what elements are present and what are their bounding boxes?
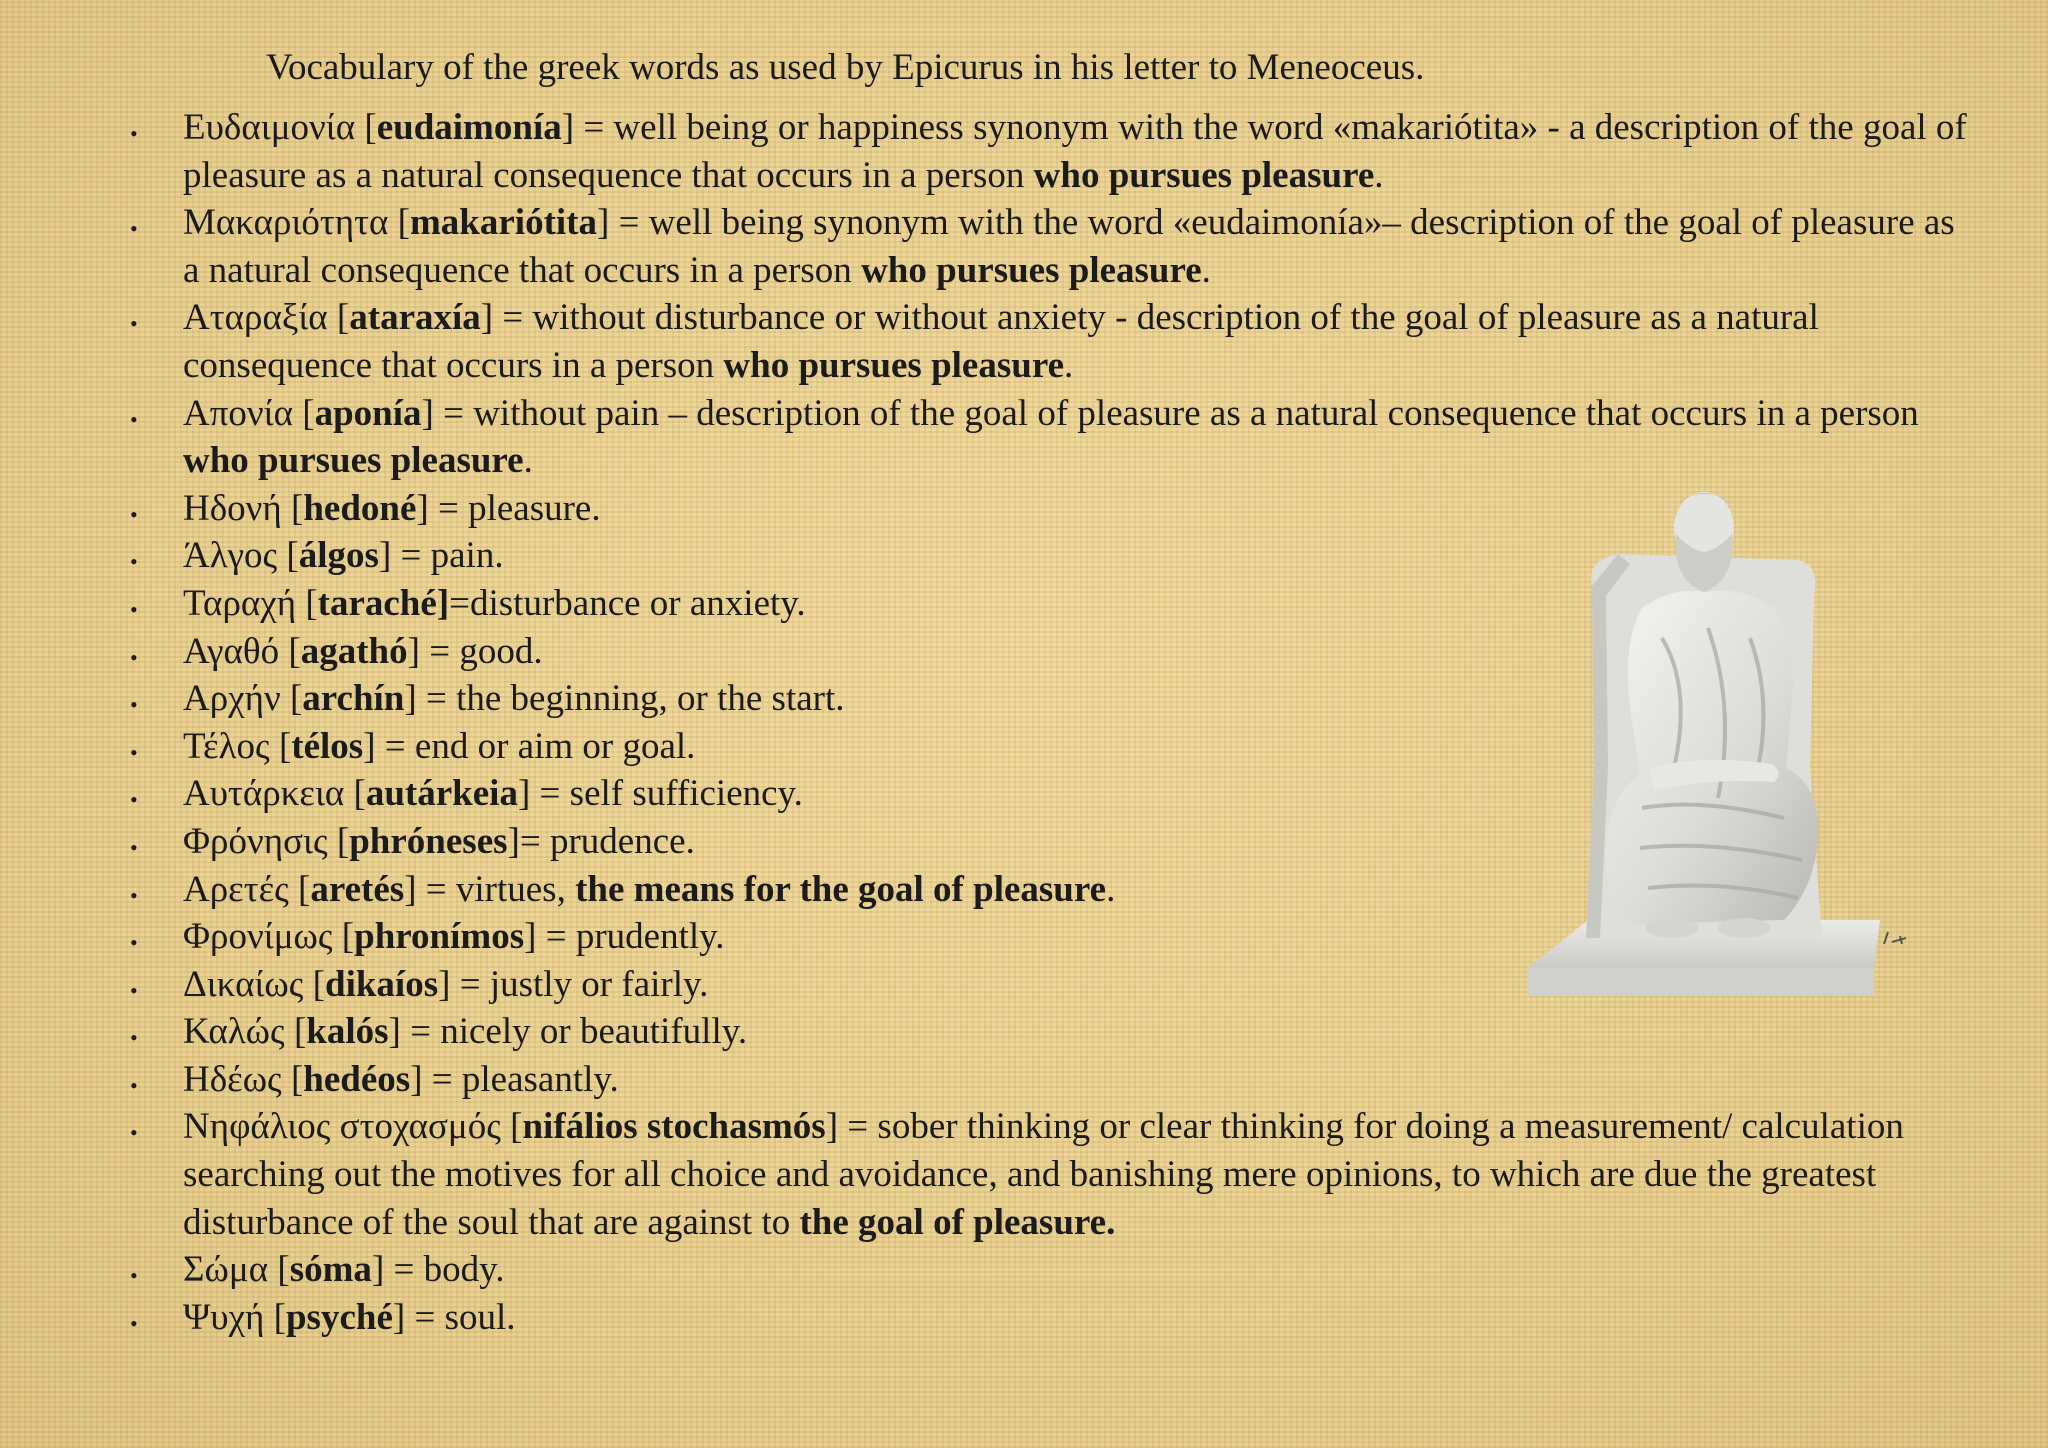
transliteration: télos [291,725,364,767]
page-title: Vocabulary of the greek words as used by Epicurus in his letter to Meneoceus. [266,47,1425,88]
greek-word: Ταραχή [183,582,297,624]
definition: = justly or fairly. [450,963,709,1005]
list-item: • Αγαθό [agathó] = good. [0,628,1978,676]
transliteration: ataraxía [349,297,481,339]
list-item: • Τέλος [télos] = end or aim or goal. [0,723,1978,771]
definition: = pain. [391,535,504,577]
list-item: • Ψυχή [psyché] = soul. [0,1294,1978,1342]
transliteration: phronímos [354,916,525,958]
list-item: • Αρετές [aretés] = virtues, the means for the goal of pleasure. [0,866,1978,914]
greek-word: Ψυχή [183,1296,265,1338]
definition: = well being or happiness synonym with the word «makariótita» - a description of the goal of pleasure as a natural consequence that occurs in a person [183,107,1967,196]
definition: = self sufficiency. [530,773,803,815]
greek-word: Δικαίως [183,963,304,1005]
greek-word: Απονία [183,392,293,434]
greek-word: Τέλος [183,725,270,767]
transliteration: aretés [310,868,405,910]
greek-word: Ευδαιμονία [183,107,356,148]
definition: = without disturbance or without anxiety - description of the goal of pleasure as a natural consequence that occurs in a person [183,297,1819,386]
emphasis: who pursues pleasure [183,440,524,482]
list-item: • Άλγος [álgos] = pain. [0,532,1978,580]
transliteration: agathó [300,630,408,672]
list-item: • Νηφάλιος στοχασμός [nifálios stochasmós] = sober thinking or clear thinking for doing a measurement/ calculation searching out the motives for all choice and avoidance, and banishing mere opinions, to which are due the greatest disturbance of the soul that are against to the goal of pleasure. [0,1103,1978,1246]
list-item: • Ηδέως [hedéos] = pleasantly. [0,1056,1978,1104]
transliteration: autárkeia [365,773,518,815]
seated-philosopher-statue-icon [1522,468,1912,1000]
definition: = body. [384,1249,505,1291]
greek-word: Ηδέως [183,1058,282,1100]
list-item: • Ευδαιμονία [eudaimonía] = well being or happiness synonym with the word «makariótita» - a description of the goal of pleasure as a natural consequence that occurs in a person who pursues pleasure. [0,104,1978,199]
greek-word: Καλώς [183,1011,285,1053]
transliteration: nifálios stochasmós [522,1106,826,1148]
emphasis: the means for the goal of pleasure [575,868,1107,910]
transliteration: aponía [314,392,422,434]
greek-word: Φρονίμως [183,916,333,958]
definition: = soul. [405,1296,516,1338]
emphasis: who pursues pleasure [723,344,1065,386]
transliteration: psyché [285,1296,393,1338]
definition: = prudence. [519,820,695,862]
list-item: • Δικαίως [dikaíos] = justly or fairly. [0,961,1978,1009]
greek-word: Αγαθό [183,630,280,672]
definition: = end or aim or goal. [375,725,696,767]
definition: =disturbance or anxiety. [449,582,806,624]
greek-word: Αρετές [183,868,289,910]
transliteration: hedéos [303,1058,411,1100]
greek-word: Αυτάρκεια [183,773,345,815]
greek-word: Φρόνησις [183,820,328,862]
transliteration: makariótita [409,202,597,244]
transliteration: dikaíos [325,963,439,1005]
transliteration: hedoné [303,487,417,529]
transliteration: archín [302,678,405,720]
definition: = pleasure. [428,487,601,529]
list-item: • Μακαριότητα [makariótita] = well being synonym with the word «eudaimonía»– description of the goal of pleasure as a natural consequence that occurs in a person who pursues pleasure. [0,199,1978,294]
transliteration: taraché [317,582,437,624]
greek-word: Μακαριότητα [183,202,389,244]
list-item: • Φρόνησις [phróneses]= prudence. [0,818,1978,866]
definition: = good. [419,630,543,672]
greek-word: Σώμα [183,1249,269,1291]
greek-word: Ηδονή [183,487,282,529]
list-item: • Απονία [aponía] = without pain – description of the goal of pleasure as a natural consequence that occurs in a person who pursues pleasure. [0,390,1978,485]
greek-word: Αταραξία [183,297,328,339]
definition: = prudently. [536,916,725,958]
list-item: • Ταραχή [taraché]=disturbance or anxiety. [0,580,1978,628]
definition: = virtues, [416,868,576,910]
greek-word: Αρχήν [183,678,281,720]
list-item: • Ηδονή [hedoné] = pleasure. [0,485,1978,533]
emphasis: the goal of pleasure. [799,1201,1116,1243]
definition: = well being synonym with the word «eudaimonía»– description of the goal of pleasure as a natural consequence that occurs in a person [183,202,1955,291]
definition: = sober thinking or clear thinking for doing a measurement/ calculation searching out the motives for all choice and avoidance, and banishing mere opinions, to which are due the greatest disturbance of the soul that are against to [183,1106,1904,1243]
transliteration: eudaimonía [376,107,562,148]
definition: = pleasantly. [422,1058,619,1100]
list-item: • Καλώς [kalós] = nicely or beautifully. [0,1008,1978,1056]
greek-word: Νηφάλιος στοχασμός [183,1106,501,1148]
list-item: • Αυτάρκεια [autárkeia] = self sufficiency. [0,770,1978,818]
list-item: • Φρονίμως [phronímos] = prudently. [0,913,1978,961]
transliteration: phróneses [349,820,508,862]
list-item: • Αταραξία [ataraxía] = without disturbance or without anxiety - description of the goal of pleasure as a natural consequence that occurs in a person who pursues pleasure. [0,294,1978,389]
transliteration: sóma [289,1249,372,1291]
emphasis: who pursues pleasure [1033,154,1375,196]
list-item: • Αρχήν [archín] = the beginning, or the start. [0,675,1978,723]
definition: = without pain – description of the goal of pleasure as a natural consequence that occurs in a person [433,392,1919,434]
list-item: • Σώμα [sóma] = body. [0,1246,1978,1294]
emphasis: who pursues pleasure [861,249,1202,291]
greek-word: Άλγος [183,535,278,577]
definition: = nicely or beautifully. [400,1011,748,1053]
transliteration: álgos [298,535,379,577]
transliteration: kalós [306,1011,389,1053]
definition: = the beginning, or the start. [416,678,845,720]
